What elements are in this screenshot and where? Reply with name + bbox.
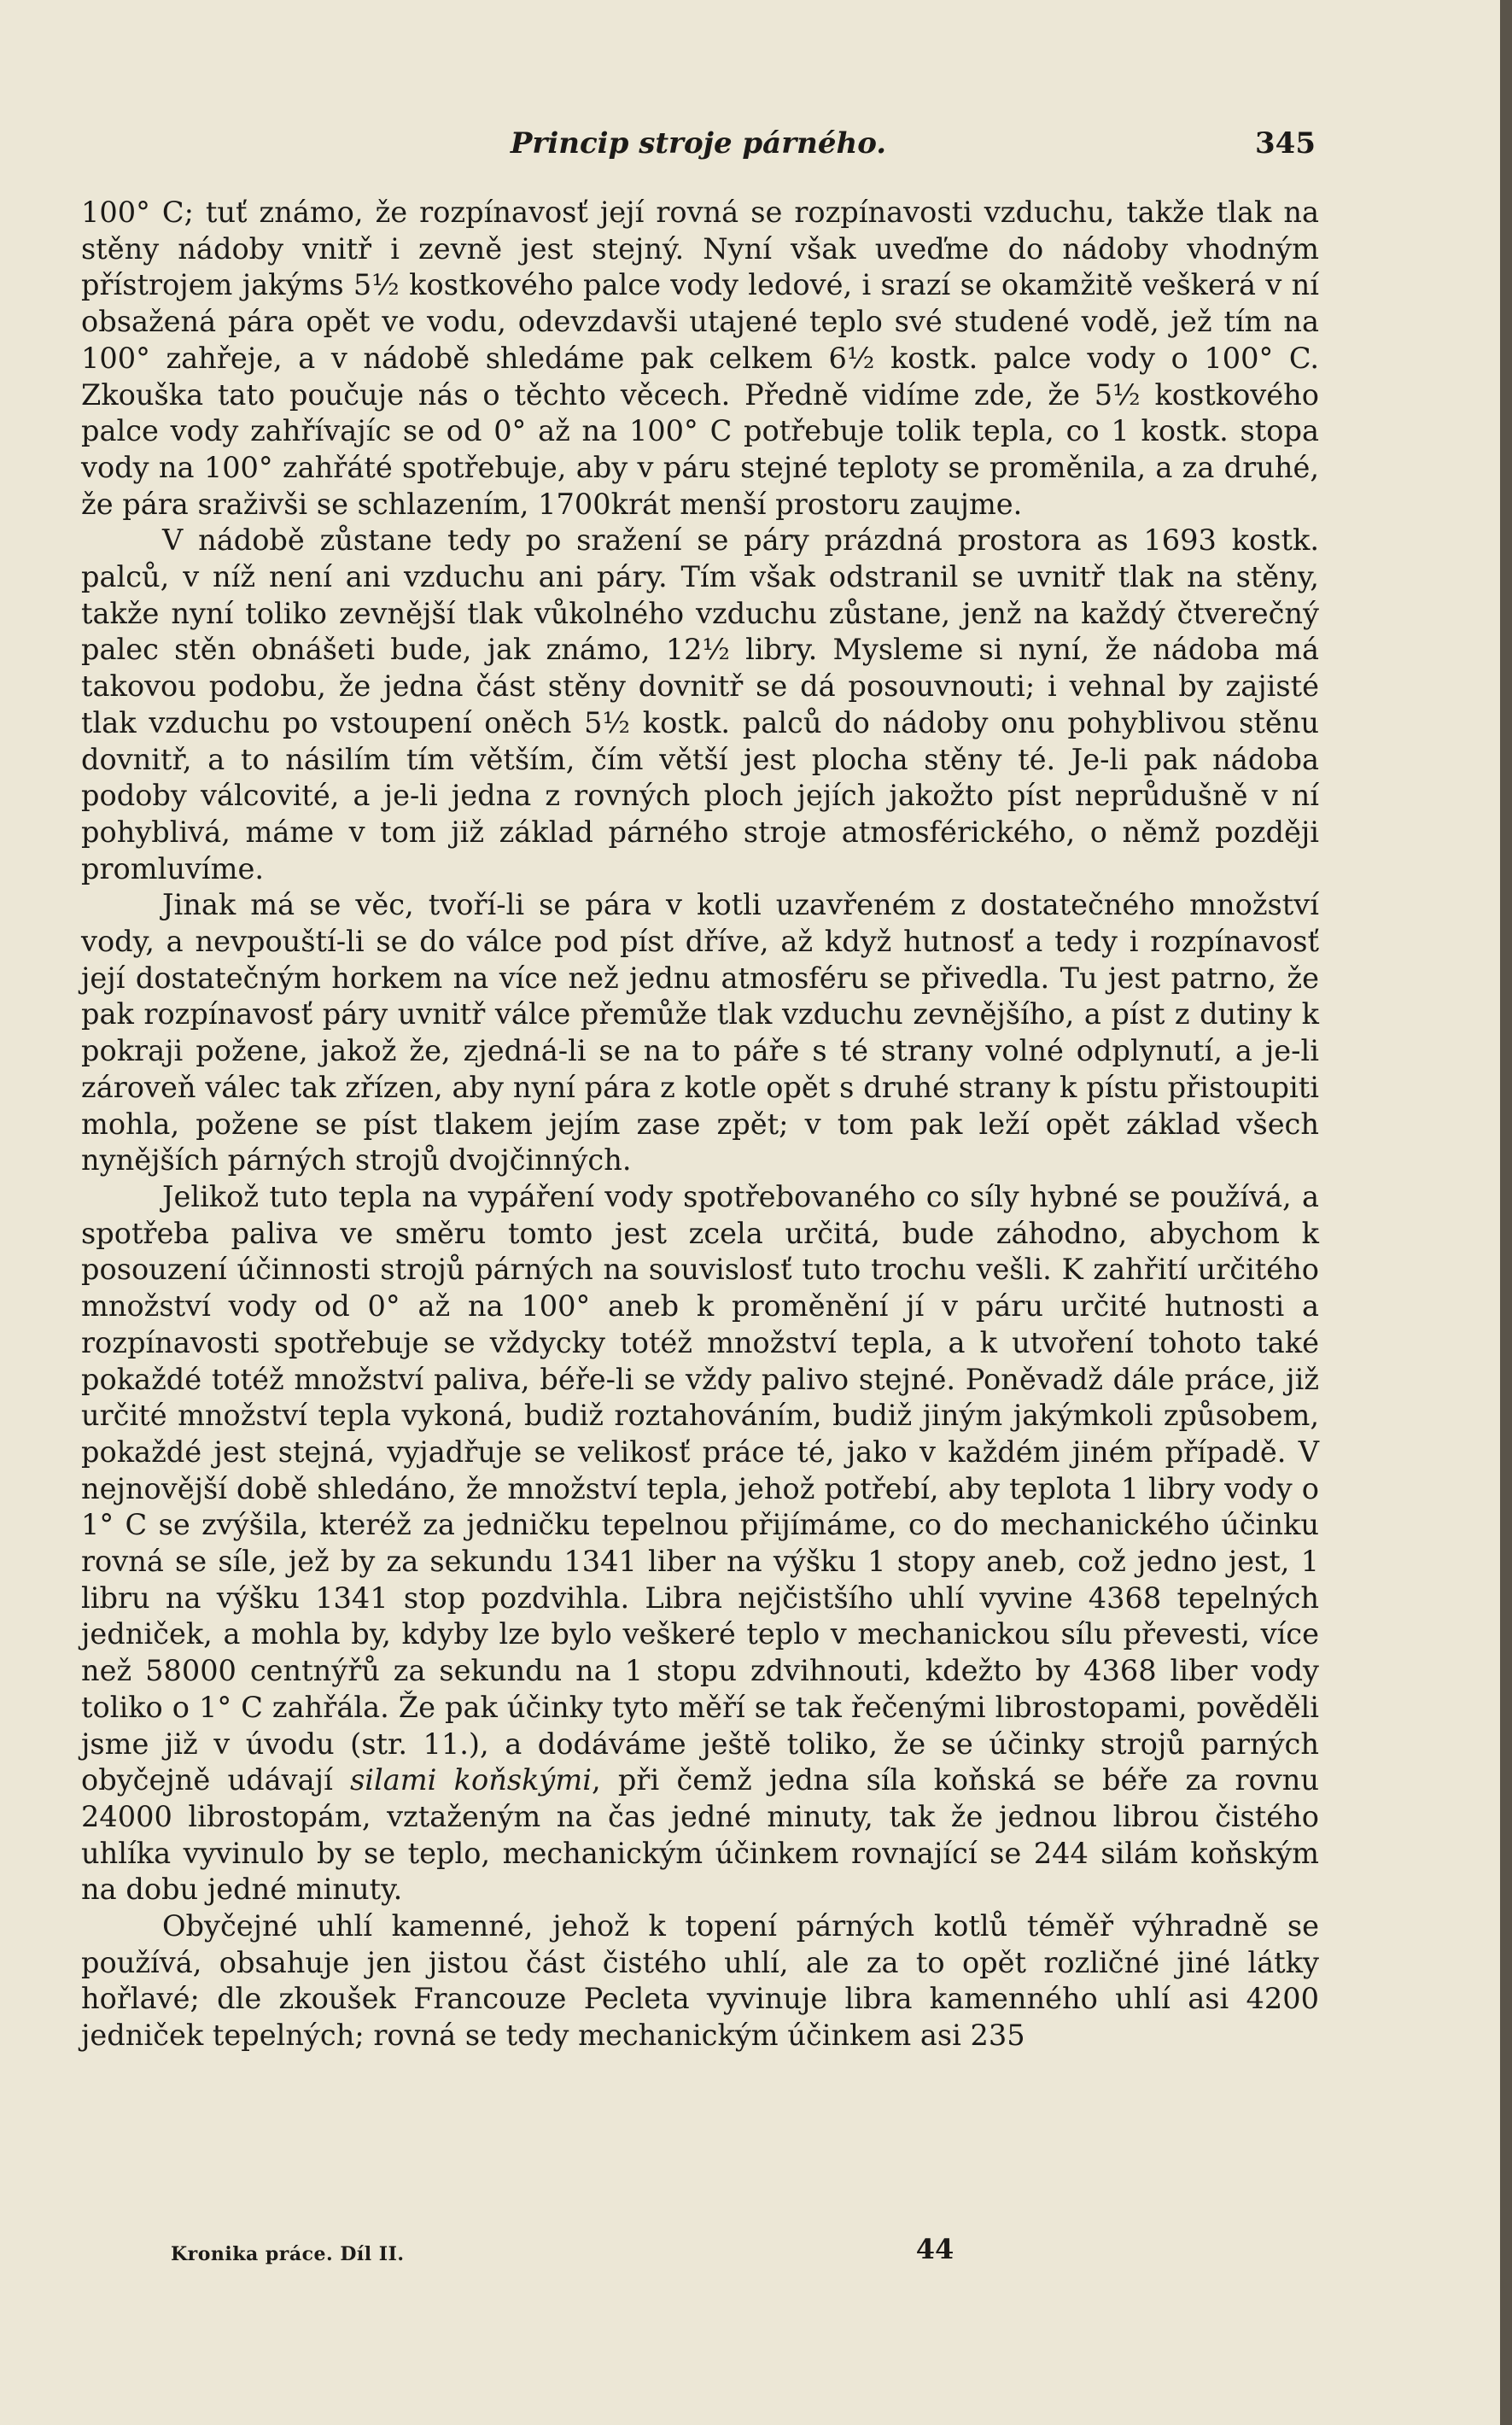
page-header [81, 126, 1316, 169]
sheet-number: 44 [915, 2233, 954, 2265]
paragraph-text: V nádobě zůstane tedy po sražení se páry prázdná prostora as 1693 kostk. palců, v níž není ani vzduchu ani páry. Tím však odstranil se uvnitř tlak na stěny, takže nyní toliko zevnější tlak vůkolného vzduchu zůstane, jenž na každý čtverečný palec stěn obnášeti bude, jak známo, 12½ libry. Mysleme si nyní, že nádoba má takovou podobu, že jedna část stěny dovnitř se dá posouvnouti; i vehnal by zajisté tlak vzduchu po vstoupení oněch 5½ kostk. palců do nádoby onu pohyblivou stěnu dovnitř, a to násilím tím větším, čím větší jest plocha stěny té. Je-li pak nádoba podoby válcovité, a je-li jedna z rovných ploch jejích jakožto píst neprůdušně v ní pohyblivá, máme v tom již základ párného stroje atmosférického, o němž později promluvíme. [81, 523, 1319, 885]
emphasis-text: silami koňskými [350, 1763, 592, 1797]
page-edge [1500, 0, 1512, 2425]
paragraph-5 [81, 1908, 1319, 2054]
running-title: Princip stroje párného. [510, 126, 887, 161]
paragraph-text: 100° C; tuť známo, že rozpínavosť její rovná se rozpínavosti vzduchu, takže tlak na stěny nádoby vnitř i zevně jest stejný. Nyní však uveďme do nádoby vhodným přístrojem jakýms 5½ kostkového palce vody ledové, i srazí se okamžitě veškerá v ní obsažená pára opět ve vodu, odevzdavši utajené teplo své studené vodě, jež tím na 100° zahřeje, a v nádobě shledáme pak celkem 6½ kostk. palce vody o 100° C. Zkouška tato poučuje nás o těchto věcech. Předně vidíme zde, že 5½ kostkového palce vody zahřívajíc se od 0° až na 100° C potřebuje tolik tepla, co 1 kostk. stopa vody na 100° zahřáté spotřebuje, aby v páru stejné teploty se proměnila, a za druhé, že pára sraživši se schlazením, 1700krát menší prostoru zaujme. [81, 196, 1319, 521]
paragraph-text: Jelikož tuto tepla na vypáření vody spotřebovaného co síly hybné se používá, a spotřeba paliva ve směru tomto jest zcela určitá, bude záhodno, abychom k posouzení účinnosti strojů párných na souvislosť tuto trochu vešli. K zahřití určitého množství vody od 0° až na 100° aneb k proměnění jí v páru určité hutnosti a rozpínavosti spotřebuje se vždycky totéž množství tepla, a k utvoření tohoto také pokaždé totéž množství paliva, béře-li se vždy palivo stejné. Poněvadž dále práce, již určité množství tepla vykoná, budiž roztahováním, budiž jiným jakýmkoli způsobem, pokaždé jest stejná, vyjadřuje se velikosť práce té, jako v každém jiném případě. V nejnovější době shledáno, že množství tepla, jehož potřebí, aby teplota 1 libry vody o 1° C se zvýšila, kteréž za jedničku tepelnou přijímáme, co do mechanického účinku rovná se síle, jež by za sekundu 1341 liber na výšku 1 stopy aneb, což jedno jest, 1 libru na výšku 1341 stop pozdvihla. Libra nejčistšího uhlí vyvine 4368 tepelných jedniček, a mohla by, kdyby lze bylo veškeré teplo v mechanickou sílu převesti, více než 58000 centnýřů za sekundu na 1 stopu zdvihnouti, kdežto by 4368 liber vody toliko o 1° C zahřála. Že pak účinky tyto měří se tak řečenými librostopami, pověděli jsme již v úvodu (str. 11.), a dodáváme ještě toliko, že se účinky strojů parných obyčejně udávají [81, 1179, 1319, 1797]
paragraph-2 [81, 523, 1319, 887]
paragraph-1 [81, 195, 1319, 523]
paragraph-4 [81, 1179, 1319, 1908]
page-number: 345 [1255, 126, 1316, 161]
body-text [81, 195, 1319, 2054]
printer-signature: Kronika práce. Díl II. [171, 2243, 405, 2265]
paragraph-text: Obyčejné uhlí kamenné, jehož k topení párných kotlů téměř výhradně se používá, obsahuje jen jistou část čistého uhlí, ale za to opět rozličné jiné látky hořlavé; dle zkoušek Francouze Pecleta vyvinuje libra kamenného uhlí asi 4200 jedniček tepelných; rovná se tedy mechanickým účinkem asi 235 [81, 1909, 1319, 2053]
page-footer [171, 2233, 1316, 2276]
paragraph-text: , při čemž jedna síla koňská se béře za rovnu 24000 librostopám, vztaženým na čas jedné minuty, tak že jednou librou čistého uhlíka vyvinulo by se teplo, mechanickým účinkem rovnající se 244 silám koňským na dobu jedné minuty. [81, 1763, 1319, 1907]
paragraph-text: Jinak má se věc, tvoří-li se pára v kotli uzavřeném z dostatečného množství vody, a nevpouští-li se do válce pod píst dříve, až když hutnosť a tedy i rozpínavosť její dostatečným horkem na více než jednu atmosféru se přivedla. Tu jest patrno, že pak rozpínavosť páry uvnitř válce přemůže tlak vzduchu zevnějšího, a píst z dutiny k pokraji požene, jakož že, zjedná-li se na to páře s té strany volné odplynutí, a je-li zároveň válec tak zřízen, aby nyní pára z kotle opět s druhé strany k pístu přistoupiti mohla, požene se píst tlakem jejím zase zpět; v tom pak leží opět základ všech nynějších párných strojů dvojčinných. [81, 888, 1319, 1177]
paragraph-3 [81, 887, 1319, 1179]
